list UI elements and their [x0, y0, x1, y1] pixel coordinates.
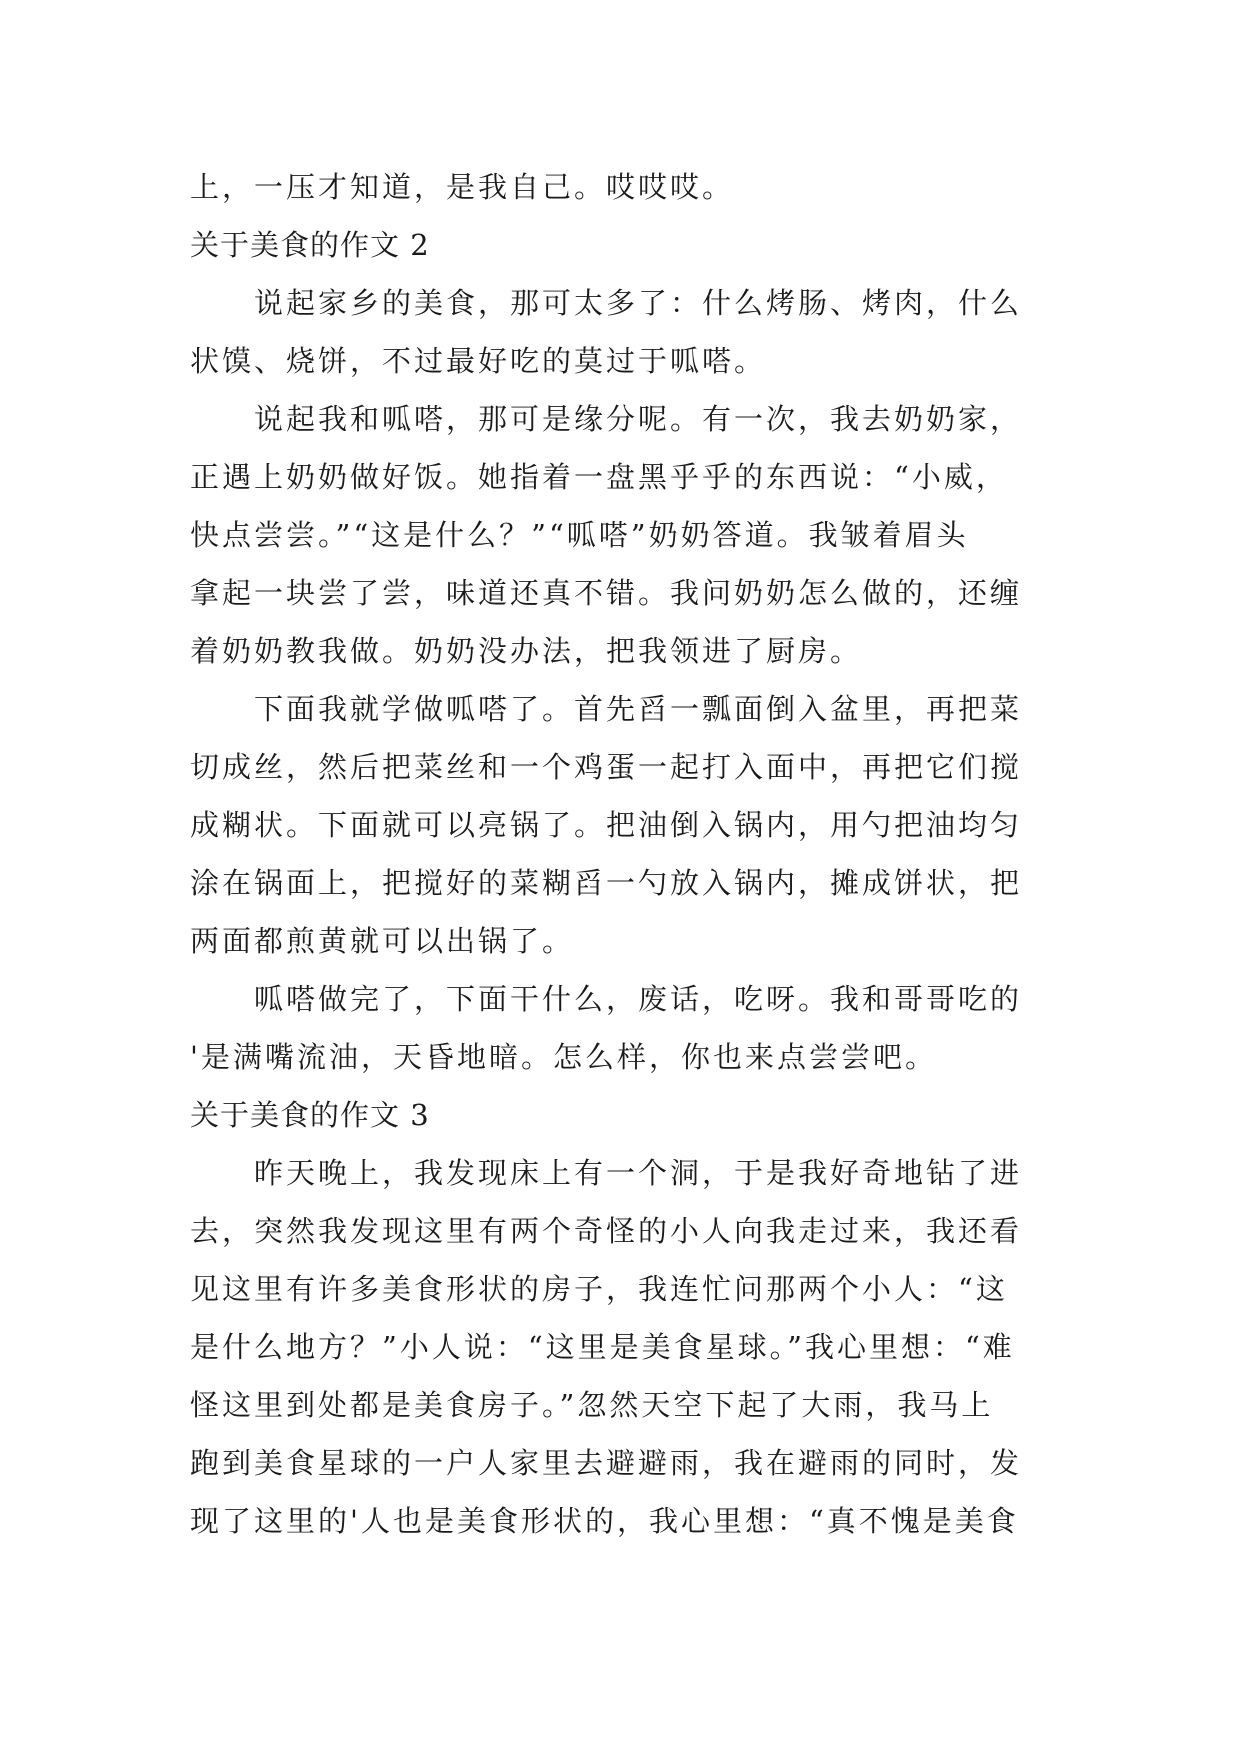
- text-line: 怪这里到处都是美食房子。”忽然天空下起了大雨，我马上: [190, 1388, 994, 1422]
- section-heading: 关于美食的作文 3: [190, 1098, 430, 1132]
- text-line: 两面都煎黄就可以出锅了。: [190, 924, 575, 958]
- text-line: 说起家乡的美食，那可太多了：什么烤肠、烤肉，什么: [254, 286, 1023, 320]
- text-line: 见这里有许多美食形状的房子，我连忙问那两个小人：“这: [190, 1272, 1008, 1306]
- text-line: 去，突然我发现这里有两个奇怪的小人向我走过来，我还看: [190, 1214, 1023, 1248]
- text-line: 状馍、烧饼，不过最好吃的莫过于呱嗒。: [190, 344, 767, 378]
- text-line: 成糊状。下面就可以亮锅了。把油倒入锅内，用勺把油均匀: [190, 808, 1023, 842]
- text-line: 跑到美食星球的一户人家里去避避雨，我在避雨的同时，发: [190, 1446, 1023, 1480]
- text-line: 上，一压才知道，是我自己。哎哎哎。: [190, 170, 735, 204]
- text-line: 切成丝，然后把菜丝和一个鸡蛋一起打入面中，再把它们搅: [190, 750, 1023, 784]
- text-line: '是满嘴流油，天昏地暗。怎么样，你也来点尝尝吧。: [190, 1040, 937, 1074]
- text-line: 涂在锅面上，把搅好的菜糊舀一勺放入锅内，摊成饼状，把: [190, 866, 1023, 900]
- text-line: 下面我就学做呱嗒了。首先舀一瓢面倒入盆里，再把菜: [254, 692, 1023, 726]
- section-heading: 关于美食的作文 2: [190, 228, 430, 262]
- text-line: 呱嗒做完了，下面干什么，废话，吃呀。我和哥哥吃的: [254, 982, 1023, 1016]
- text-line: 说起我和呱嗒，那可是缘分呢。有一次，我去奶奶家，: [254, 402, 1023, 436]
- text-line: 着奶奶教我做。奶奶没办法，把我领进了厨房。: [190, 634, 863, 668]
- text-line: 现了这里的'人也是美食形状的，我心里想：“真不愧是美食: [190, 1504, 1019, 1538]
- text-line: 快点尝尝。”“这是什么？”“呱嗒”奶奶答道。我皱着眉头: [190, 518, 969, 552]
- text-line: 拿起一块尝了尝，味道还真不错。我问奶奶怎么做的，还缠: [190, 576, 1023, 610]
- text-line: 是什么地方？”小人说：“这里是美食星球。”我心里想：“难: [190, 1330, 1015, 1364]
- text-line: 昨天晚上，我发现床上有一个洞，于是我好奇地钻了进: [254, 1156, 1023, 1190]
- essay-text-body: [190, 158, 1070, 1550]
- text-line: 正遇上奶奶做好饭。她指着一盘黑乎乎的东西说：“小威，: [190, 460, 1008, 494]
